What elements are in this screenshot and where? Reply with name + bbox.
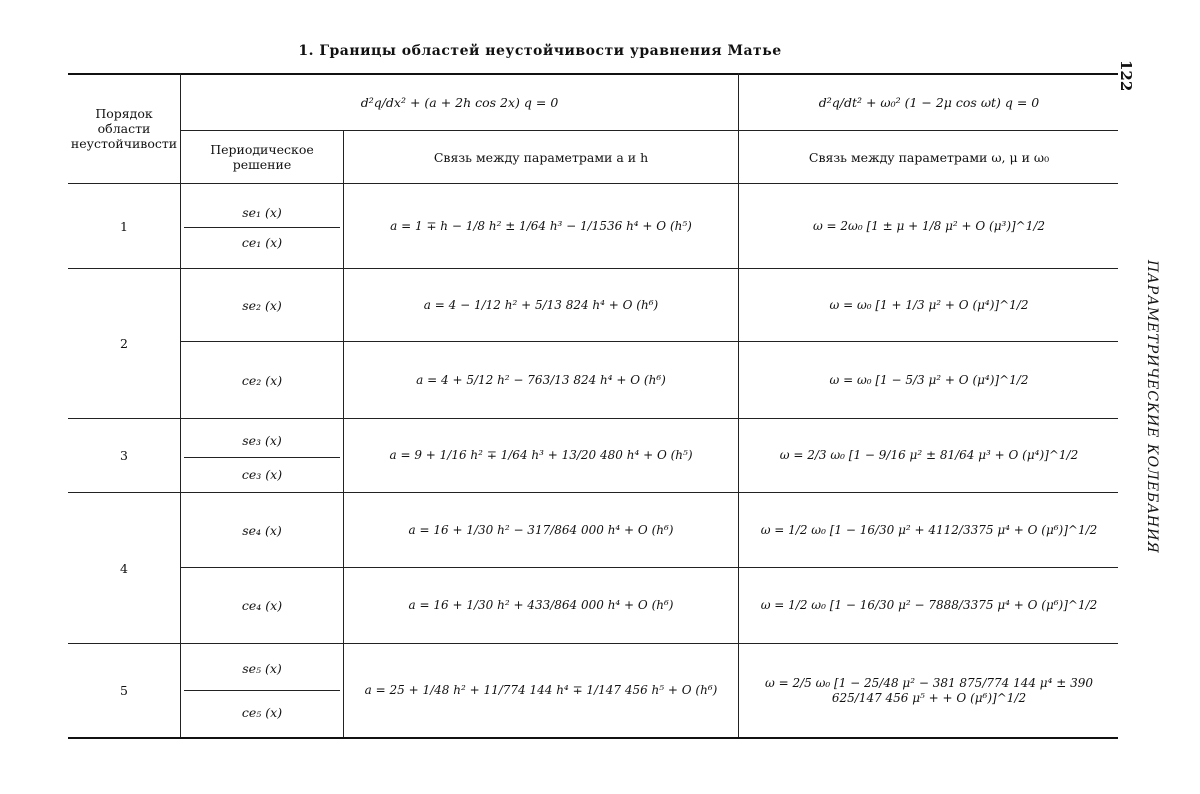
relation-omega: ω = 2/3 ω₀ [1 − 9/16 μ² ± 81/64 μ³ + O (μ⁴)]^1/2 [779,448,1079,462]
table-title: 1. Границы областей неустойчивости уравнения Матье [298,43,782,59]
row-rule [68,643,1118,644]
relation-ah: a = 16 + 1/30 h² − 317/864 000 h⁴ + O (h⁶) [408,522,674,537]
solution-ce: ce₁ (x) [241,234,283,250]
solution-divider [184,690,340,691]
row-rule [68,492,1118,493]
order-cell: 1 [120,218,128,234]
relation-omega: ω = ω₀ [1 + 1/3 μ² + O (μ⁴)]^1/2 [829,297,1029,312]
column-rule [738,73,739,737]
relation-ah: a = 4 + 5/12 h² − 763/13 824 h⁴ + O (h⁶) [416,372,666,387]
solution-se: se₅ (x) [242,660,282,676]
relation-omega: ω = ω₀ [1 − 5/3 μ² + O (μ⁴)]^1/2 [829,372,1029,387]
solution-ce: ce₂ (x) [241,372,283,388]
solution-divider [184,227,340,228]
row-rule [180,567,1118,568]
relation-ah: a = 9 + 1/16 h² ∓ 1/64 h³ + 13/20 480 h⁴ + O (h⁵) [389,448,693,462]
header-periodic-solution: Периодическое решение [210,142,314,172]
solution-divider [184,457,340,458]
header-bottom-rule [68,183,1118,184]
relation-ah: a = 16 + 1/30 h² + 433/864 000 h⁴ + O (h⁶) [408,598,674,612]
solution-se: se₄ (x) [242,522,282,538]
header-relation-ah: Связь между параметрами a и h [433,149,649,165]
relation-ah: a = 4 − 1/12 h² + 5/13 824 h⁴ + O (h⁶) [423,297,659,312]
solution-ce: ce₄ (x) [241,598,283,613]
order-cell: 2 [120,336,128,351]
solution-se: se₁ (x) [242,204,282,220]
header-order: Порядок области неустойчивости [70,105,178,151]
solution-se: se₃ (x) [242,432,282,448]
page-number: 122 [1117,60,1135,92]
relation-omega: ω = 2/5 ω₀ [1 − 25/48 μ² − 381 875/774 144 μ⁴ ± 390 625/147 456 μ⁵ + + O (μ⁶)]^1/2 [765,675,1093,705]
side-running-header: ПАРАМЕТРИЧЕСКИЕ КОЛЕБАНИЯ [1144,260,1160,554]
solution-ce: ce₅ (x) [241,704,283,720]
table-bottom-rule [68,737,1118,739]
relation-omega: ω = 1/2 ω₀ [1 − 16/30 μ² + 4112/3375 μ⁴ + O (μ⁶)]^1/2 [760,522,1098,537]
relation-ah: a = 1 ∓ h − 1/8 h² ± 1/64 h³ − 1/1536 h⁴ + O (h⁵) [390,218,692,233]
row-rule [68,418,1118,419]
column-rule [180,73,181,737]
header-equation-omega: d²q/dt² + ω₀² (1 − 2μ cos ωt) q = 0 [818,94,1040,110]
order-cell: 3 [120,448,128,463]
order-cell: 5 [120,683,128,698]
solution-se: se₂ (x) [242,297,282,313]
relation-ah: a = 25 + 1/48 h² + 11/774 144 h⁴ ∓ 1/147 456 h⁵ + O (h⁶) [364,683,718,697]
header-relation-omega: Связь между параметрами ω, μ и ω₀ [808,149,1050,165]
solution-ce: ce₃ (x) [241,466,283,482]
header-divider [180,130,1118,131]
column-rule [343,130,344,737]
row-rule [180,341,1118,342]
header-equation-mathieu: d²q/dx² + (a + 2h cos 2x) q = 0 [360,94,559,110]
order-cell: 4 [120,560,128,576]
row-rule [68,268,1118,269]
relation-omega: ω = 2ω₀ [1 ± μ + 1/8 μ² + O (μ³)]^1/2 [812,218,1046,233]
relation-omega: ω = 1/2 ω₀ [1 − 16/30 μ² − 7888/3375 μ⁴ + O (μ⁶)]^1/2 [760,598,1098,612]
